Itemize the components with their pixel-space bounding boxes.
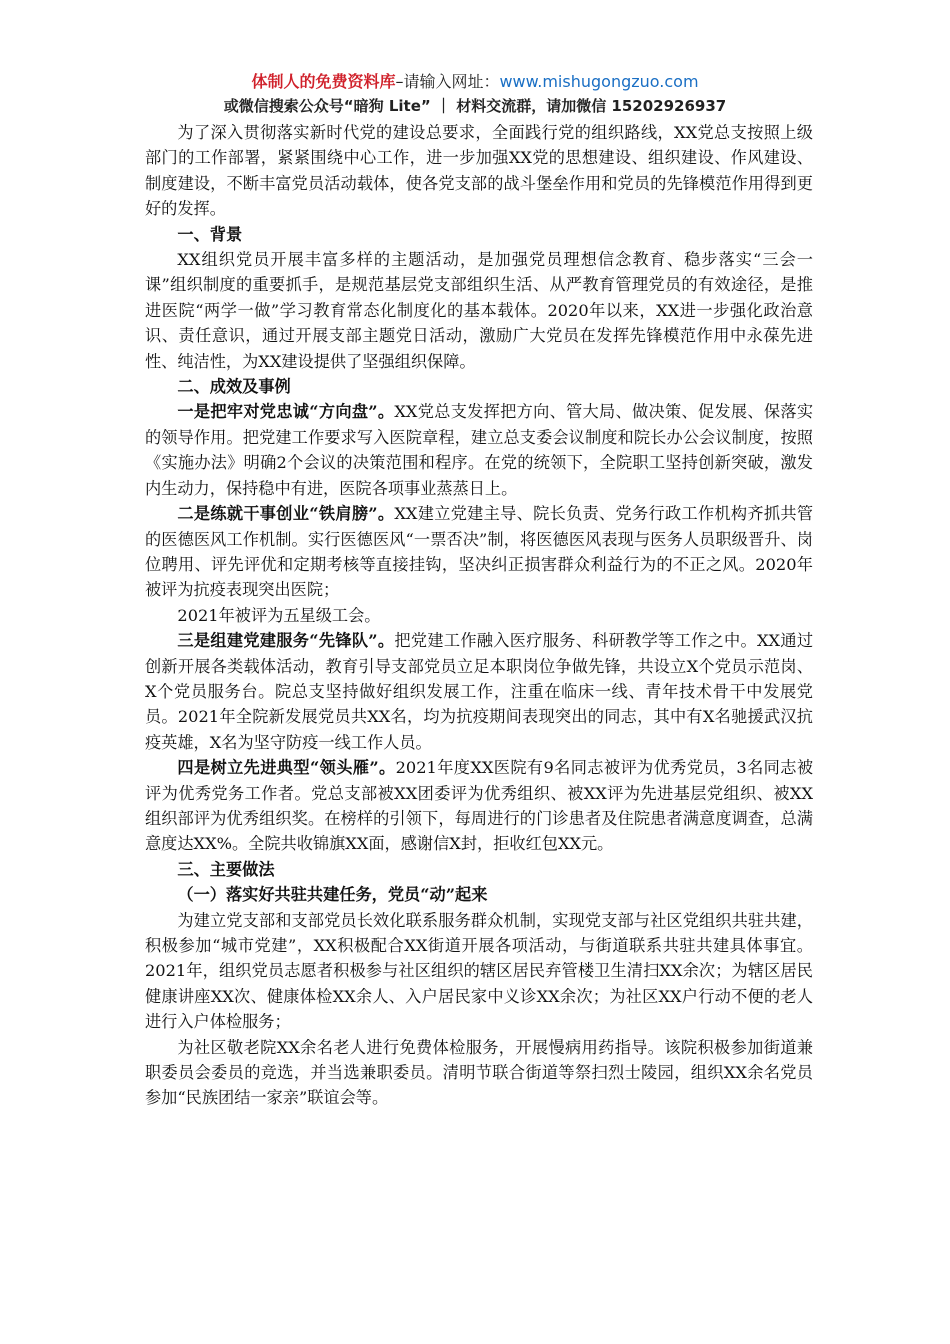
method-paragraph-1-cont: 为社区敬老院XX余名老人进行免费体检服务，开展慢病用药指导。该院积极参加街道兼职委员会委员的竞选，并当选兼职委员。清明节联合街道等祭扫烈士陵园，组织XX余名党员参加“民族团结一家亲”联谊会等。 — [145, 1037, 813, 1108]
result-lead-4: 四是树立先进典型“领头雁”。 — [177, 758, 396, 778]
header-line-2: 或微信搜索公众号“暗狗 Lite” ｜ 材料交流群，请加微信 15202926937 — [223, 97, 727, 115]
header-prompt: –请输入网址： — [395, 72, 500, 91]
result-paragraph-3 — [145, 628, 813, 755]
intro-paragraph: 为了深入贯彻落实新时代党的建设总要求，全面践行党的组织路线，XX党总支按照上级部门的工作部署，紧紧围绕中心工作，进一步加强XX党的思想建设、组织建设、作风建设、制度建设，不断丰富党员活动载体，使各党支部的战斗堡垒作用和党员的先锋模范作用得到更好的发挥。 — [145, 123, 813, 219]
header-line-1 — [0, 70, 950, 94]
background-paragraph: XX组织党员开展丰富多样的主题活动，是加强党员理想信念教育、稳步落实“三会一课”组织制度的重要抓手，是规范基层党支部组织生活、从严教育管理党员的有效途径，是推进医院“两学一做”学习教育常态化制度化的基本载体。2020年以来，XX进一步强化政治意识、责任意识，通过开展支部主题党日活动，激励广大党员在发挥先锋模范作用中永葆先进性、纯洁性，为XX建设提供了坚强组织保障。 — [145, 250, 813, 371]
result-paragraph-2-cont: 2021年被评为五星级工会。 — [177, 605, 381, 625]
result-paragraph-2 — [145, 501, 813, 603]
section-heading-methods: 三、主要做法 — [177, 859, 275, 879]
result-text-2: XX建立党建主导、院长负责、党务行政工作机构齐抓共管的医德医风工作机制。实行医德医风“一票否决”制，将医德医风表现与医务人员职级晋升、岗位聘用、评先评优和定期考核等直接挂钩，坚决纠正损害群众利益行为的不正之风。2020年被评为抗疫表现突出医院； — [145, 504, 814, 600]
result-text-3: 把党建工作融入医疗服务、科研教学等工作之中。XX通过创新开展各类载体活动，教育引导支部党员立足本职岗位争做先锋，共设立X个党员示范岗、X个党员服务台。院总支坚持做好组织发展工作，注重在临床一线、青年技术骨干中发展党员。2021年全院新发展党员共XX名，均为抗疫期间表现突出的同志，其中有X名驰援武汉抗疫英雄，X名为坚守防疫一线工作人员。 — [145, 631, 814, 752]
method-paragraph-1: 为建立党支部和支部党员长效化联系服务群众机制，实现党支部与社区党组织共驻共建，积极参加“城市党建”，XX积极配合XX街道开展各项活动，与街道联系共驻共建具体事宜。2021年，组织党员志愿者积极参与社区组织的辖区居民弃管楼卫生清扫XX余次；为辖区居民健康讲座XX次、健康体检XX余人、入户居民家中义诊XX余次；为社区XX户行动不便的老人进行入户体检服务； — [145, 910, 813, 1032]
result-lead-3: 三是组建党建服务“先锋队”。 — [177, 631, 395, 651]
result-text-4: 2021年度XX医院有9名同志被评为优秀党员，3名同志被评为优秀党务工作者。党总支部被XX团委评为优秀组织、被XX评为先进基层党组织、被XX组织部评为优秀组织奖。在榜样的引领下，每周进行的门诊患者及住院患者满意度调查，总满意度达XX%。全院共收锦旗XX面，感谢信X封，拒收红包XX元。 — [145, 758, 814, 854]
subsection-heading-1: （一）落实好共驻共建任务，党员“动”起来 — [177, 885, 488, 905]
result-text-1: XX党总支发挥把方向、管大局、做决策、促发展、保落实的领导作用。把党建工作要求写入医院章程，建立总支委会议制度和院长办公会议制度，按照《实施办法》明确2个会议的决策范围和程序。在党的统领下，全院职工坚持创新突破，激发内生动力，保持稳中有进，医院各项事业蒸蒸日上。 — [145, 402, 814, 498]
section-heading-background: 一、背景 — [177, 224, 243, 244]
result-lead-1: 一是把牢对党忠诚“方向盘”。 — [177, 402, 395, 422]
page-header — [0, 70, 950, 118]
document-body — [145, 120, 813, 1111]
section-heading-results: 二、成效及事例 — [177, 377, 291, 397]
result-paragraph-1 — [145, 399, 813, 501]
result-lead-2: 二是练就干事创业“铁肩膀”。 — [177, 504, 395, 524]
header-url[interactable]: www.mishugongzuo.com — [499, 72, 699, 91]
result-paragraph-4 — [145, 755, 813, 857]
header-brand: 体制人的免费资料库 — [251, 72, 396, 91]
